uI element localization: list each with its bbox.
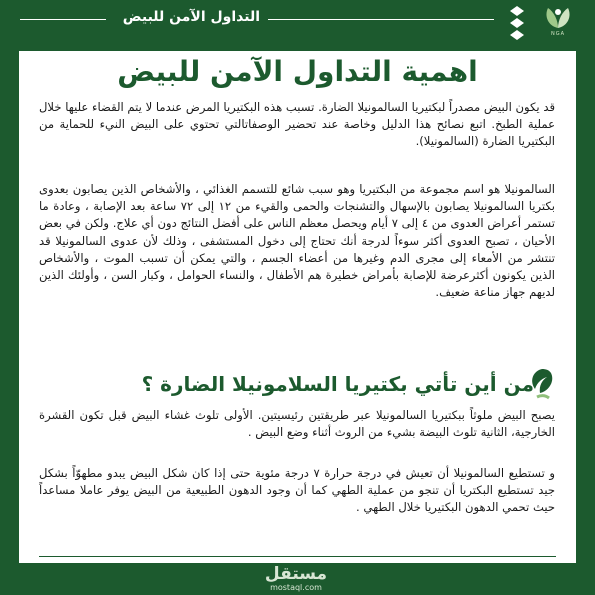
paragraph-sources: يصبح البيض ملوثاً ببكتيريا السالمونيلا عبر طريقتين رئيسيتين. الأولى تلوث غشاء البيض قبل تكون القشرة الخارجية، الثانية تلوث البيضة بشيء من الروث أثناء وضع البيض . <box>39 408 555 440</box>
stacked-diamonds-icon <box>509 6 525 40</box>
footer-brand-en: mostaql.com <box>270 583 322 592</box>
footer-watermark <box>246 566 346 593</box>
header-line-right <box>268 19 494 20</box>
footer-brand-ar: مستقل <box>264 564 328 584</box>
header <box>0 0 595 44</box>
bottom-divider <box>39 556 556 557</box>
content-card <box>19 51 576 563</box>
paragraph-intro: قد يكون البيض مصدراً لبكتيريا السالمونيلا الضارة. تسبب هذه البكتيريا المرض عندما لا يتم القضاء عليها خلال عملية الطبخ. اتبع نصائح هذا الدليل وخاصة عند تحضير الوصفاتالتي تحتوي على البيض النيء للحماية من البكتيريا الضارة (السالمونيلا). <box>39 100 555 149</box>
main-title: اهمية التداول الآمن للبيض <box>117 55 478 88</box>
leaf-logo-icon <box>538 4 578 42</box>
section-heading: من أين تأتي بكتيريا السلامونيلا الضارة ؟ <box>141 372 534 396</box>
logo-text: NGA <box>550 31 566 37</box>
paragraph-survival: و تستطيع السالمونيلا أن تعيش في درجة حرارة ٧ درجة مئوية حتى إذا كان شكل البيض يبدو مطهوّاً بشكل جيد تستطيع البكتريا أن تنجو من عملية الطهي كما أن وجود الدهون الطبيعية من البيض يوفر عاملا مساعداً حيث تحمي الدهون البكتيريا خلال الطهي . <box>39 466 555 515</box>
header-line-left <box>20 19 106 20</box>
paragraph-salmonella: السالمونيلا هو اسم مجموعة من البكتيريا وهو سبب شائع للتسمم الغذائي ، والأشخاص الذين يصابون بعدوى بكتريا السالمونيلا يصابون بالإسهال والتشنجات والحمى والقيء من ١٢ إلى ٧٢ ساعة بعد الإصابة ، وعادة ما تستمر أعراض العدوى من ٤ إلى ٧ أيام ويحصل معظم الناس على أفضل النتائج دون أي علاج. ولكن في بعض الأحيان ، تصبح العدوى أكثر سوءاً لدرجة أنك تحتاج إلى دخول المستشفى ، وذلك لأن عدوى السالمونيلا قد تنتشر من الأمعاء إلى مجرى الدم وغيرها من أعضاء الجسم ، والتي يمكن أن تسبب الموت ، والأشخاص الذين يكونون أكثرعرضة للإصابة بأمراض خطيرة هم الأطفال ، والنساء الحوامل ، وكبار السن ، وأولئك الذين لديهم جهاز مناعة ضعيف. <box>39 182 556 300</box>
header-title: التداول الآمن للبيض <box>122 9 260 25</box>
